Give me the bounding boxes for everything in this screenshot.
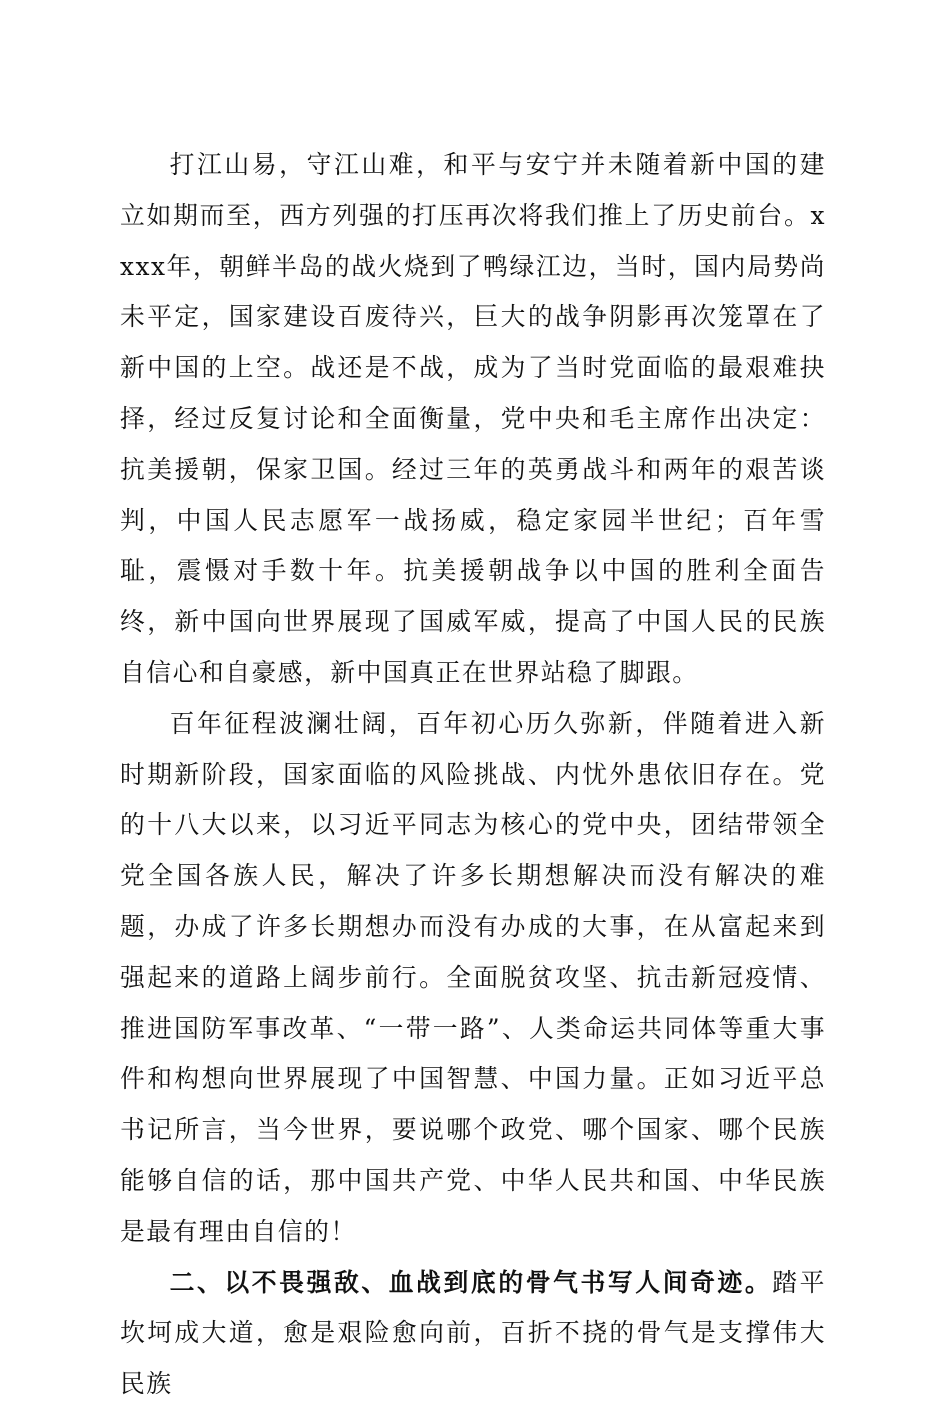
- document-body: [120, 140, 826, 1410]
- paragraph-3: [120, 1258, 826, 1410]
- paragraph-2: 百年征程波澜壮阔，百年初心历久弥新，伴随着进入新时期新阶段，国家面临的风险挑战、内忧外患依旧存在。党的十八大以来，以习近平同志为核心的党中央，团结带领全党全国各族人民，解决了许多长期想解决而没有解决的难题，办成了许多长期想办而没有办成的大事，在从富起来到强起来的道路上阔步前行。全面脱贫攻坚、抗击新冠疫情、推进国防军事改革、“一带一路”、人类命运共同体等重大事件和构想向世界展现了中国智慧、中国力量。正如习近平总书记所言，当今世界，要说哪个政党、哪个国家、哪个民族能够自信的话，那中国共产党、中华人民共和国、中华民族是最有理由自信的！: [120, 708, 826, 1246]
- section-heading: 二、以不畏强敌、血战到底的骨气书写人间奇迹。: [169, 1267, 773, 1297]
- paragraph-1: 打江山易，守江山难，和平与安宁并未随着新中国的建立如期而至，西方列强的打压再次将我们推上了历史前台。xxxx年，朝鲜半岛的战火烧到了鸭绿江边，当时，国内局势尚未平定，国家建设百废待兴，巨大的战争阴影再次笼罩在了新中国的上空。战还是不战，成为了当时党面临的最艰难抉择，经过反复讨论和全面衡量，党中央和毛主席作出决定：抗美援朝，保家卫国。经过三年的英勇战斗和两年的艰苦谈判，中国人民志愿军一战扬威，稳定家园半世纪；百年雪耻，震慑对手数十年。抗美援朝战争以中国的胜利全面告终，新中国向世界展现了国威军威，提高了中国人民的民族自信心和自豪感，新中国真正在世界站稳了脚跟。: [120, 150, 826, 687]
- paragraph-3-text: 踏平坎坷成大道，愈是艰险愈向前，百折不挠的骨气是支撑伟大民族: [120, 1267, 826, 1399]
